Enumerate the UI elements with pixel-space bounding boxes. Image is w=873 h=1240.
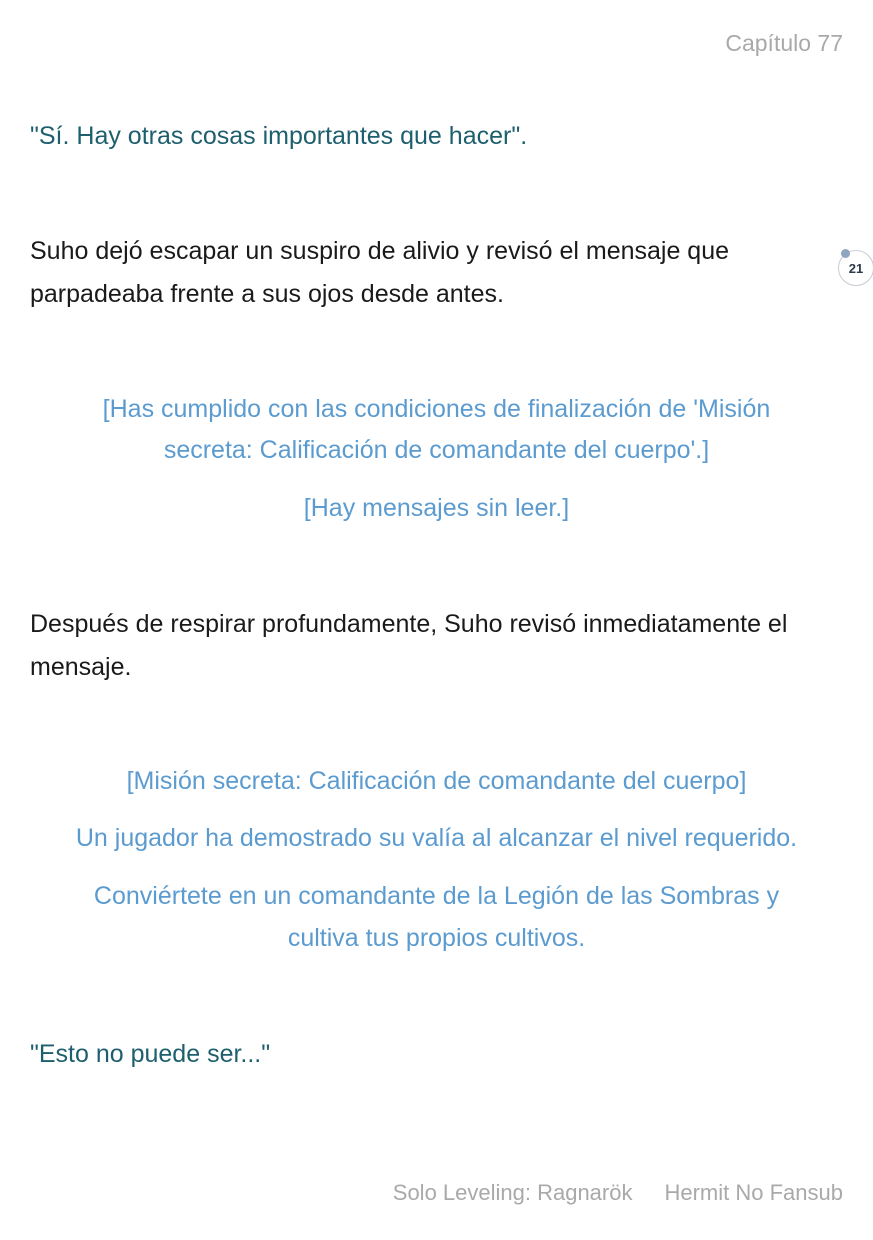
system-message-line: cultiva tus propios cultivos. xyxy=(287,924,586,952)
comment-indicator-dot-icon xyxy=(841,249,850,258)
system-message-line: [Hay mensajes sin leer.] xyxy=(303,494,570,522)
comment-count-badge[interactable] xyxy=(838,250,873,286)
series-title: Solo Leveling: Ragnarök xyxy=(392,1180,633,1205)
system-message-line: secreta: Calificación de comandante del cuerpo'.] xyxy=(163,436,710,464)
page-footer xyxy=(393,1180,843,1206)
chapter-title: Capítulo 77 xyxy=(725,30,843,56)
dialogue-paragraph: "Esto no puede ser..." xyxy=(30,1040,271,1068)
system-message-line: Conviértete en un comandante de la Legión de las Sombras y xyxy=(93,882,780,910)
translator-group: Hermit No Fansub xyxy=(664,1180,843,1205)
narration-paragraph: Suho dejó escapar un suspiro de alivio y revisó el mensaje que parpadeaba frente a sus ojos desde antes. xyxy=(30,237,730,308)
system-message-line: [Misión secreta: Calificación de comandante del cuerpo] xyxy=(126,767,747,795)
comment-count: 21 xyxy=(848,260,864,276)
system-message-line: Un jugador ha demostrado su valía al alcanzar el nivel requerido. xyxy=(75,824,798,852)
narration-paragraph: Después de respirar profundamente, Suho revisó inmediatamente el mensaje. xyxy=(30,610,788,681)
dialogue-paragraph: "Sí. Hay otras cosas importantes que hacer". xyxy=(30,122,528,150)
system-message-line: [Has cumplido con las condiciones de finalización de 'Misión xyxy=(102,395,771,423)
